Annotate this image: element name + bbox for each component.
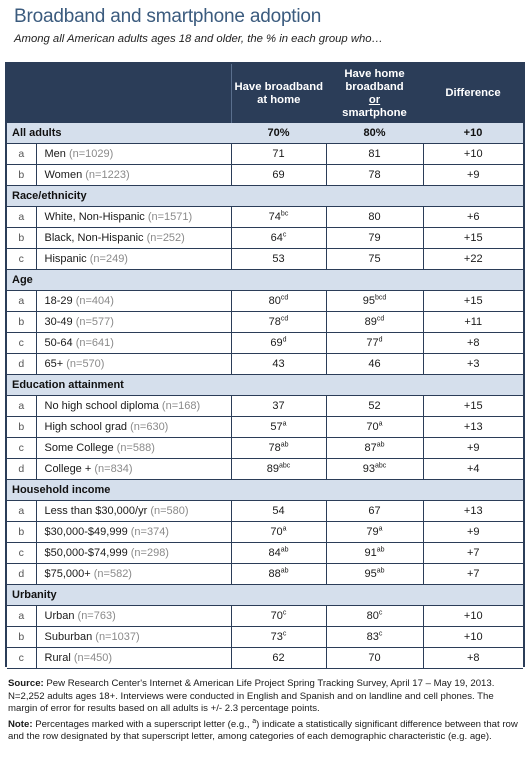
note-sup: a [252, 717, 257, 725]
row-sample-size: (n=168) [161, 400, 201, 412]
cell-broadband-or-smartphone [326, 459, 423, 480]
row-group [36, 438, 231, 459]
row-letter: b [7, 627, 36, 648]
cell-broadband-value: 70 [270, 526, 283, 538]
cell-broadband [231, 312, 326, 333]
cell-broadband [231, 543, 326, 564]
row-group-name: College + [44, 463, 92, 475]
section-row-race [7, 186, 523, 207]
note-text-after: ) indicate a statistically significant difference between that row and the row designated by that superscript letter, among categories of each demographic characteristic (e.g. age). [8, 718, 518, 743]
source-paragraph [8, 678, 524, 716]
header-broadband-or-smartphone [326, 64, 423, 123]
note-paragraph [8, 719, 524, 744]
table-row [7, 333, 523, 354]
cell-broadband [231, 333, 326, 354]
table-row [7, 312, 523, 333]
adoption-table [7, 64, 523, 669]
row-group [36, 354, 231, 375]
cell-broadband-value: 89 [266, 463, 279, 475]
cell-broadband-value: 54 [272, 505, 285, 517]
cell-broadband-or-smartphone [326, 417, 423, 438]
cell-broadband-or-smartphone-sig: a [378, 525, 383, 533]
cell-broadband-value: 37 [272, 400, 285, 412]
cell-broadband-or-smartphone [326, 606, 423, 627]
cell-broadband-value: 78 [268, 442, 281, 454]
cell-broadband-sig: cd [280, 294, 289, 302]
cell-broadband-sig: abc [278, 462, 291, 470]
cell-broadband-sig: c [282, 609, 287, 617]
cell-broadband-value: 64 [270, 232, 283, 244]
cell-broadband-or-smartphone [326, 207, 423, 228]
table-row [7, 522, 523, 543]
cell-broadband [231, 165, 326, 186]
cell-broadband-sig: a [282, 420, 287, 428]
cell-broadband-or-smartphone-value: 89 [364, 316, 377, 328]
cell-broadband-or-smartphone-sig: a [378, 420, 383, 428]
header-difference [423, 64, 523, 123]
cell-broadband [231, 291, 326, 312]
cell-broadband-or-smartphone-value: 81 [368, 148, 381, 160]
row-letter: b [7, 417, 36, 438]
cell-broadband [231, 396, 326, 417]
row-group-name: Hispanic [44, 253, 87, 265]
cell-broadband [231, 501, 326, 522]
header-col2-line3: smartphone [342, 106, 407, 119]
row-group-name: White, Non-Hispanic [44, 211, 145, 223]
row-group-name: Rural [44, 652, 71, 664]
row-group [36, 144, 231, 165]
source-text: Pew Research Center's Internet & American Life Project Spring Tracking Survey, April 17 – May 19, 2013. N=2,252 adults ages 18+. Interviews were conducted in English and Spanish and on landline and cell phones. The margin of error for results based on all adults is +/- 2.3 percentage points. [8, 678, 495, 715]
cell-broadband [231, 207, 326, 228]
cell-broadband-sig: c [282, 231, 287, 239]
row-group [36, 606, 231, 627]
cell-broadband-value: 70 [270, 610, 283, 622]
row-letter: d [7, 354, 36, 375]
all-adults-row [7, 123, 523, 144]
table-row [7, 438, 523, 459]
cell-broadband-or-smartphone [326, 165, 423, 186]
row-sample-size: (n=834) [94, 463, 133, 475]
table-row [7, 228, 523, 249]
source-notes [8, 678, 524, 747]
cell-broadband-value: 71 [272, 148, 285, 160]
cell-broadband-sig: ab [280, 546, 289, 554]
cell-broadband-or-smartphone [326, 648, 423, 669]
cell-difference: +9 [423, 165, 523, 186]
section-header-education: Education attainment [7, 375, 523, 396]
row-group [36, 648, 231, 669]
cell-broadband-or-smartphone [326, 144, 423, 165]
row-group-name: High school grad [44, 421, 128, 433]
cell-broadband [231, 354, 326, 375]
row-letter: a [7, 606, 36, 627]
row-sample-size: (n=252) [146, 232, 185, 244]
cell-broadband-or-smartphone [326, 438, 423, 459]
row-group-name: 50-64 [44, 337, 73, 349]
row-letter: a [7, 501, 36, 522]
table-row [7, 606, 523, 627]
cell-broadband-value: 69 [270, 337, 283, 349]
row-sample-size: (n=582) [93, 568, 132, 580]
cell-broadband-or-smartphone [326, 249, 423, 270]
row-group-name: 30-49 [44, 316, 73, 328]
table-row [7, 291, 523, 312]
row-letter: c [7, 648, 36, 669]
row-group-name: $75,000+ [44, 568, 91, 580]
row-sample-size: (n=450) [73, 652, 113, 664]
section-header-race: Race/ethnicity [7, 186, 523, 207]
row-sample-size: (n=1571) [147, 211, 193, 223]
cell-broadband-value: 69 [272, 169, 285, 181]
cell-broadband-or-smartphone-value: 75 [368, 253, 381, 265]
row-group [36, 543, 231, 564]
cell-broadband-or-smartphone [326, 396, 423, 417]
table-row [7, 648, 523, 669]
cell-broadband-or-smartphone [326, 291, 423, 312]
table-row [7, 501, 523, 522]
row-sample-size: (n=641) [75, 337, 114, 349]
section-row-age [7, 270, 523, 291]
cell-difference: +10 [423, 627, 523, 648]
header-col2-or: or [368, 93, 381, 106]
cell-broadband-or-smartphone-sig: c [378, 630, 383, 638]
section-header-age: Age [7, 270, 523, 291]
cell-broadband-or-smartphone-value: 83 [366, 631, 379, 643]
page-title: Broadband and smartphone adoption [14, 6, 322, 27]
cell-broadband [231, 627, 326, 648]
cell-broadband-or-smartphone [326, 354, 423, 375]
cell-broadband-or-smartphone-value: 52 [368, 400, 381, 412]
cell-broadband-or-smartphone-value: 77 [366, 337, 379, 349]
section-row-urbanity [7, 585, 523, 606]
row-group-name: Men [44, 148, 66, 160]
row-sample-size: (n=298) [130, 547, 169, 559]
header-col2-line1: Have home broadband [344, 67, 405, 93]
row-letter: b [7, 312, 36, 333]
section-row-income [7, 480, 523, 501]
cell-broadband-or-smartphone-value: 67 [368, 505, 381, 517]
cell-broadband-sig: cd [280, 315, 289, 323]
row-group-name: Urban [44, 610, 75, 622]
cell-broadband-or-smartphone-value: 80 [366, 610, 379, 622]
row-sample-size: (n=577) [75, 316, 114, 328]
row-sample-size: (n=763) [77, 610, 116, 622]
cell-broadband-or-smartphone [326, 312, 423, 333]
row-sample-size: (n=1223) [85, 169, 130, 181]
row-group [36, 564, 231, 585]
cell-broadband-or-smartphone-sig: bcd [374, 294, 387, 302]
cell-broadband-or-smartphone-value: 95 [362, 295, 375, 307]
cell-difference: +7 [423, 543, 523, 564]
cell-broadband-or-smartphone [326, 522, 423, 543]
cell-difference: +13 [423, 417, 523, 438]
cell-difference: +8 [423, 333, 523, 354]
cell-broadband-or-smartphone-value: 91 [364, 547, 377, 559]
row-letter: c [7, 543, 36, 564]
cell-difference: +11 [423, 312, 523, 333]
cell-broadband-or-smartphone-value: 80 [368, 211, 381, 223]
row-group [36, 627, 231, 648]
cell-broadband-or-smartphone-value: 78 [368, 169, 381, 181]
all-adults-broadband: 70% [231, 123, 326, 144]
row-sample-size: (n=249) [89, 253, 128, 265]
header-blank [7, 64, 231, 123]
row-letter: c [7, 438, 36, 459]
cell-broadband-value: 84 [268, 547, 281, 559]
cell-difference: +10 [423, 144, 523, 165]
cell-broadband [231, 249, 326, 270]
row-group [36, 165, 231, 186]
note-label: Note: [8, 718, 33, 730]
row-group [36, 396, 231, 417]
table-row [7, 627, 523, 648]
table-row [7, 564, 523, 585]
section-row-education [7, 375, 523, 396]
cell-difference: +7 [423, 564, 523, 585]
cell-broadband [231, 144, 326, 165]
table-row [7, 417, 523, 438]
cell-broadband-or-smartphone-value: 93 [362, 463, 375, 475]
cell-broadband-value: 73 [270, 631, 283, 643]
row-sample-size: (n=404) [75, 295, 114, 307]
section-header-urbanity: Urbanity [7, 585, 523, 606]
table-row [7, 165, 523, 186]
cell-difference: +15 [423, 396, 523, 417]
header-difference-label: Difference [445, 87, 501, 99]
table-row [7, 459, 523, 480]
cell-difference: +15 [423, 228, 523, 249]
cell-broadband [231, 438, 326, 459]
row-letter: a [7, 396, 36, 417]
page-subtitle: Among all American adults ages 18 and older, the % in each group who… [14, 33, 383, 45]
header-row [7, 64, 523, 123]
cell-broadband-or-smartphone-value: 70 [366, 421, 379, 433]
row-group-name: Some College [44, 442, 114, 454]
table-row [7, 144, 523, 165]
row-sample-size: (n=1029) [68, 148, 114, 160]
cell-difference: +4 [423, 459, 523, 480]
note-text-before: Percentages marked with a superscript letter (e.g., [35, 718, 250, 730]
row-group [36, 228, 231, 249]
cell-broadband [231, 417, 326, 438]
cell-broadband-or-smartphone [326, 228, 423, 249]
cell-broadband-or-smartphone-value: 79 [366, 526, 379, 538]
cell-broadband-or-smartphone [326, 333, 423, 354]
cell-broadband [231, 564, 326, 585]
row-letter: a [7, 144, 36, 165]
row-group-name: 18-29 [44, 295, 73, 307]
row-sample-size: (n=630) [130, 421, 169, 433]
cell-broadband [231, 228, 326, 249]
cell-broadband-or-smartphone [326, 564, 423, 585]
cell-difference: +15 [423, 291, 523, 312]
row-group [36, 417, 231, 438]
cell-broadband-value: 57 [270, 421, 283, 433]
cell-broadband-value: 88 [268, 568, 281, 580]
cell-broadband-or-smartphone-sig: cd [376, 315, 385, 323]
cell-broadband-or-smartphone-sig: ab [376, 546, 385, 554]
section-header-income: Household income [7, 480, 523, 501]
row-group-name: No high school diploma [44, 400, 159, 412]
cell-difference: +6 [423, 207, 523, 228]
row-group [36, 249, 231, 270]
cell-difference: +22 [423, 249, 523, 270]
cell-broadband-sig: ab [280, 567, 289, 575]
row-group-name: Suburban [44, 631, 93, 643]
all-adults-label: All adults [7, 123, 231, 144]
row-group [36, 501, 231, 522]
row-group-name: Less than $30,000/yr [44, 505, 148, 517]
header-broadband-label: Have broadband at home [234, 80, 323, 106]
table-row [7, 396, 523, 417]
row-sample-size: (n=374) [130, 526, 169, 538]
row-sample-size: (n=588) [116, 442, 155, 454]
row-sample-size: (n=1037) [95, 631, 140, 643]
cell-broadband-or-smartphone-sig: d [378, 336, 383, 344]
cell-broadband-sig: bc [280, 210, 289, 218]
table-row [7, 249, 523, 270]
cell-broadband-value: 53 [272, 253, 285, 265]
cell-broadband-sig: c [282, 630, 287, 638]
row-letter: c [7, 333, 36, 354]
table-row [7, 354, 523, 375]
row-letter: a [7, 291, 36, 312]
cell-difference: +10 [423, 606, 523, 627]
cell-broadband-value: 78 [268, 316, 281, 328]
row-letter: a [7, 207, 36, 228]
cell-broadband-or-smartphone-value: 46 [368, 358, 381, 370]
row-group-name: 65+ [44, 358, 64, 370]
row-letter: d [7, 459, 36, 480]
cell-broadband-value: 80 [268, 295, 281, 307]
row-sample-size: (n=570) [66, 358, 105, 370]
row-group-name: $50,000-$74,999 [44, 547, 128, 559]
cell-broadband [231, 522, 326, 543]
row-group-name: $30,000-$49,999 [44, 526, 128, 538]
cell-broadband-value: 62 [272, 652, 285, 664]
cell-broadband [231, 606, 326, 627]
cell-broadband-or-smartphone-value: 87 [364, 442, 377, 454]
source-label: Source: [8, 678, 44, 689]
cell-difference: +13 [423, 501, 523, 522]
cell-broadband-value: 43 [272, 358, 285, 370]
cell-broadband-sig: ab [280, 441, 289, 449]
cell-broadband-or-smartphone-value: 95 [364, 568, 377, 580]
row-group [36, 333, 231, 354]
cell-difference: +9 [423, 438, 523, 459]
cell-broadband-or-smartphone-sig: ab [376, 441, 385, 449]
cell-broadband-sig: a [282, 525, 287, 533]
cell-broadband-or-smartphone-value: 79 [368, 232, 381, 244]
cell-broadband-or-smartphone-value: 70 [368, 652, 381, 664]
cell-broadband [231, 459, 326, 480]
all-adults-difference: +10 [423, 123, 523, 144]
cell-difference: +3 [423, 354, 523, 375]
table-row [7, 543, 523, 564]
row-group [36, 459, 231, 480]
row-letter: b [7, 522, 36, 543]
cell-broadband-or-smartphone-sig: c [378, 609, 383, 617]
cell-broadband-or-smartphone [326, 543, 423, 564]
row-sample-size: (n=580) [150, 505, 189, 517]
header-broadband [231, 64, 326, 123]
row-letter: d [7, 564, 36, 585]
row-group [36, 522, 231, 543]
cell-broadband [231, 648, 326, 669]
all-adults-broadband-or-smartphone: 80% [326, 123, 423, 144]
cell-difference: +9 [423, 522, 523, 543]
row-group [36, 291, 231, 312]
row-group-name: Women [44, 169, 83, 181]
cell-broadband-or-smartphone [326, 627, 423, 648]
row-group [36, 207, 231, 228]
row-letter: b [7, 165, 36, 186]
cell-broadband-or-smartphone-sig: ab [376, 567, 385, 575]
table-row [7, 207, 523, 228]
row-group [36, 312, 231, 333]
cell-broadband-or-smartphone [326, 501, 423, 522]
cell-broadband-or-smartphone-sig: abc [374, 462, 387, 470]
cell-broadband-value: 74 [268, 211, 281, 223]
row-group-name: Black, Non-Hispanic [44, 232, 144, 244]
row-letter: b [7, 228, 36, 249]
cell-difference: +8 [423, 648, 523, 669]
row-letter: c [7, 249, 36, 270]
cell-broadband-sig: d [282, 336, 287, 344]
